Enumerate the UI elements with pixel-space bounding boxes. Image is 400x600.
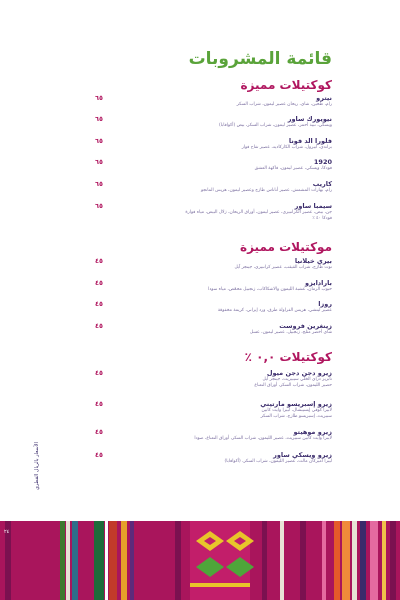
menu-item [95,428,332,442]
item-name: سيمبا ساور [294,202,332,210]
section-title: موكتيلات مميزة [240,240,332,254]
item-description: شاي أخضر مثلج، زنجبيل، عصير ليمون، عسل [249,330,332,335]
item-price: ٤٥ [95,322,103,330]
item-price: ٤٥ [95,400,103,408]
item-name: روزا [318,300,332,308]
item-price: ٤٥ [95,369,103,377]
item-name: فلورا الد فونا [288,137,332,145]
item-description: جن، بيض، عصير الكرانبيري، عصير ليمون، أوراق الريحان، زلال البيض، مياه فوارة فودكا ٤٠ ٪ [185,210,332,221]
item-description: ليبرا أميركان مالت، عصير الليمون، شراب السكر، (أكوافابا) [224,459,332,464]
item-name: زيرو موهيتو [293,428,332,436]
item-description: براندي، أبيرول، شراب الكاركاديه، عصير تفاح فوار [241,145,332,150]
item-price: ٦٥ [95,137,103,145]
item-price: ٤٥ [95,279,103,287]
currency-footnote: الأسعار بالريال القطري [34,442,40,490]
menu-title: قائمة المشروبات [188,49,332,69]
item-description: تابريز دراي الخلي سيبيريت، جينجر آيل حصير الليمون، شراب السكر، أوراق النعناع [254,377,332,388]
item-name: زينغرين فروست [279,322,332,330]
item-description: لابيرا كوفي إيسيبشال، ليبرا وايت كابين سبيريت، إسبريسو طازج، شراب السكر [260,408,332,419]
item-price: ٦٥ [95,202,103,210]
item-name: نيترو [316,94,332,102]
menu-item [95,158,332,172]
menu-item [95,202,332,221]
menu-item [95,279,332,293]
item-price: ٦٥ [95,180,103,188]
item-price: ٤٥ [95,428,103,436]
menu-item [95,137,332,151]
item-name: كاريب [312,180,332,188]
section-title: كوكتيلات ٠,٠ ٪ [244,350,332,364]
item-name: زيرو دجن دجن ميول [266,369,332,377]
menu-item [95,369,332,388]
menu-item [95,400,332,419]
item-price: ٤٥ [95,257,103,265]
item-price: ٤٥ [95,451,103,459]
menu-item [95,322,332,336]
item-name: بيري خيلانيا [294,257,332,265]
item-description: حبوب الرمان، عشبة الليمون والاشكاكاب، زنجبيل محمّص، مياه سودا [208,287,332,292]
section-title: كوكتيلات مميزة [240,78,332,92]
item-price: ٦٥ [95,115,103,123]
item-description: رام، بهارات المشمش، عصير أناناس طازج وعصير ليمون، هريس المانجو [200,188,332,193]
menu-item [95,115,332,129]
item-name: زيرو إسبريسو مارتيني [260,400,332,408]
item-name: 1920 [313,158,332,166]
item-description: فودكا، ويسكي، عصير ليمون، فاكهة العشق [254,166,332,171]
item-price: ٤٥ [95,300,103,308]
sadu-pattern-band [0,521,400,600]
menu-item [95,257,332,271]
menu-item [95,300,332,314]
menu-item [95,451,332,465]
item-description: رام، طحين، شاي، ريحان عصير ليمون، شراب السكر [236,102,332,107]
item-price: ٦٥ [95,94,103,102]
item-name: زيرو ويسكي ساور [273,451,332,459]
item-price: ٦٥ [95,158,103,166]
item-name: بارادايزو [305,279,332,287]
menu-item [95,180,332,194]
item-description: توت طازج، شراب القيقب، عصير كرانبيري، جينجر آيل [234,265,332,270]
menu-item [95,94,332,108]
item-description: لايبرا وايت كابين سبيريت، عصير الليمون، شراب السكر، أوراق النعناع، صودا [194,436,332,441]
item-description: ويسكي، نبيذ أحمر، عصير ليمون، شراب السكر، بيض (أكوافابا) [218,123,332,128]
page-number: ٢٤ [4,529,10,535]
item-description: عصير ليتشي، هريس الفراولة طرق، ورد إيراني، كريمة مخفوقة [217,308,332,313]
item-name: نيويورك ساور [287,115,332,123]
